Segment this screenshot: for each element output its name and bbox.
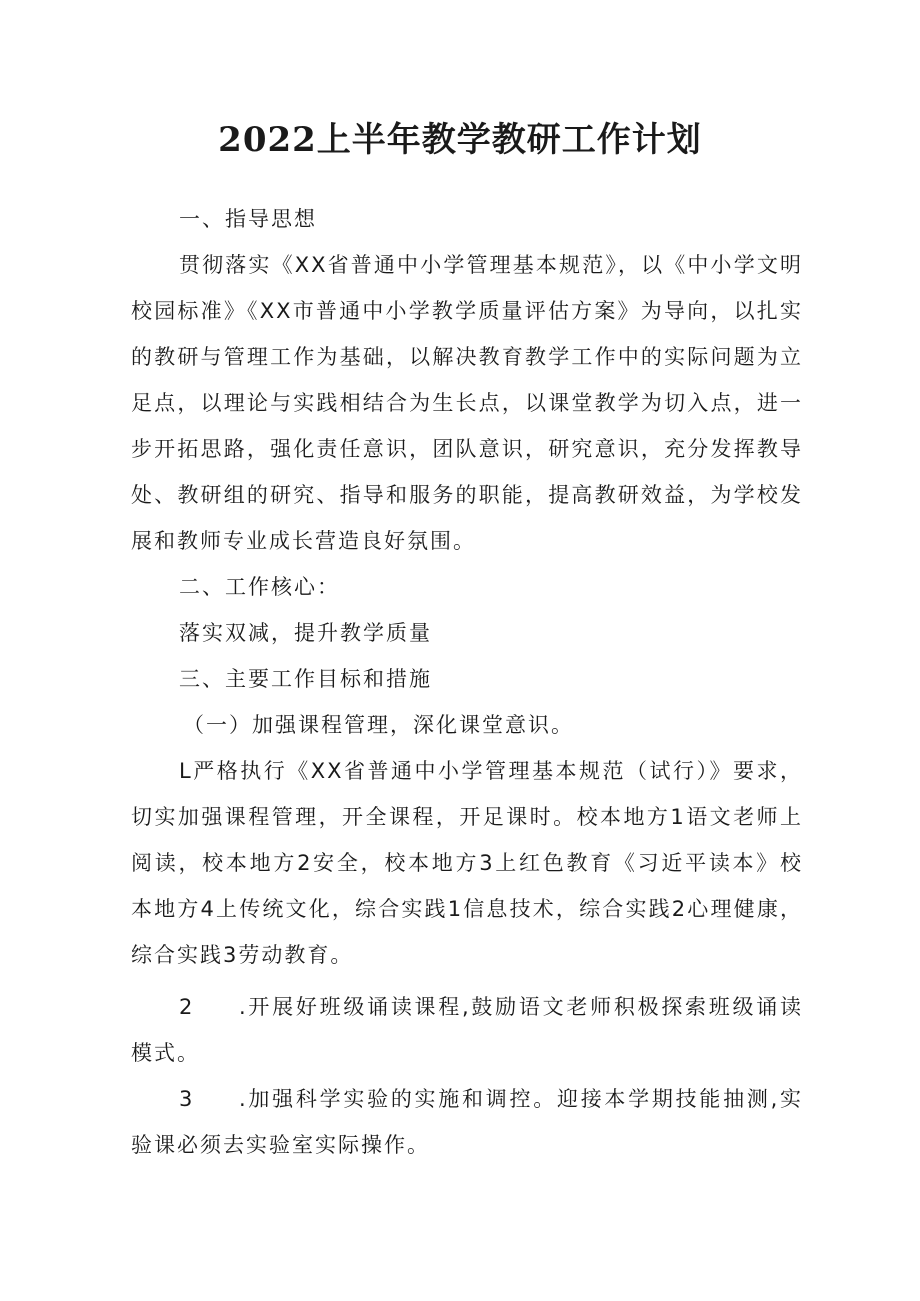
list-item-3-number: 3 bbox=[179, 1087, 195, 1111]
paragraph-work-core: 落实双减，提升教学质量 bbox=[179, 621, 432, 645]
document-body bbox=[131, 196, 803, 1168]
subsection-heading-course-management: （一）加强课程管理，深化课堂意识。 bbox=[183, 713, 574, 737]
list-item-3 bbox=[131, 1076, 803, 1168]
paragraph-guiding-ideology: 贯彻落实《XX省普通中小学管理基本规范》，以《中小学文明校园标准》《XX市普通中小学教学质量评估方案》为导向，以扎实的教研与管理工作为基础，以解决教育教学工作中的实际问题为立足点，以理论与实践相结合为生长点，以课堂教学为切入点，进一步开拓思路，强化责任意识，团队意识，研究意识，充分发挥教导处、教研组的研究、指导和服务的职能，提高教研效益，为学校发展和教师专业成长营造良好氛围。 bbox=[131, 253, 803, 553]
list-item-3-text: .加强科学实验的实施和调控。迎接本学期技能抽测,实验课必须去实验室实际操作。 bbox=[131, 1087, 803, 1157]
section-heading-main-goals: 三、主要工作目标和措施 bbox=[179, 667, 432, 691]
document-title: 2022上半年教学教研工作计划 bbox=[218, 120, 702, 160]
section-heading-work-core: 二、工作核心： bbox=[179, 575, 340, 599]
list-item-2-number: 2 bbox=[179, 995, 195, 1019]
list-item-1: L严格执行《XX省普通中小学管理基本规范（试行）》要求，切实加强课程管理，开全课程，开足课时。校本地方1语文老师上阅读，校本地方2安全，校本地方3上红色教育《习近平读本》校本地方4上传统文化，综合实践1信息技术，综合实践2心理健康，综合实践3劳动教育。 bbox=[131, 759, 803, 967]
section-heading-guiding-ideology: 一、指导思想 bbox=[179, 207, 317, 231]
list-item-2-text: .开展好班级诵读课程,鼓励语文老师积极探索班级诵读模式。 bbox=[131, 995, 803, 1065]
list-item-2 bbox=[131, 984, 803, 1076]
